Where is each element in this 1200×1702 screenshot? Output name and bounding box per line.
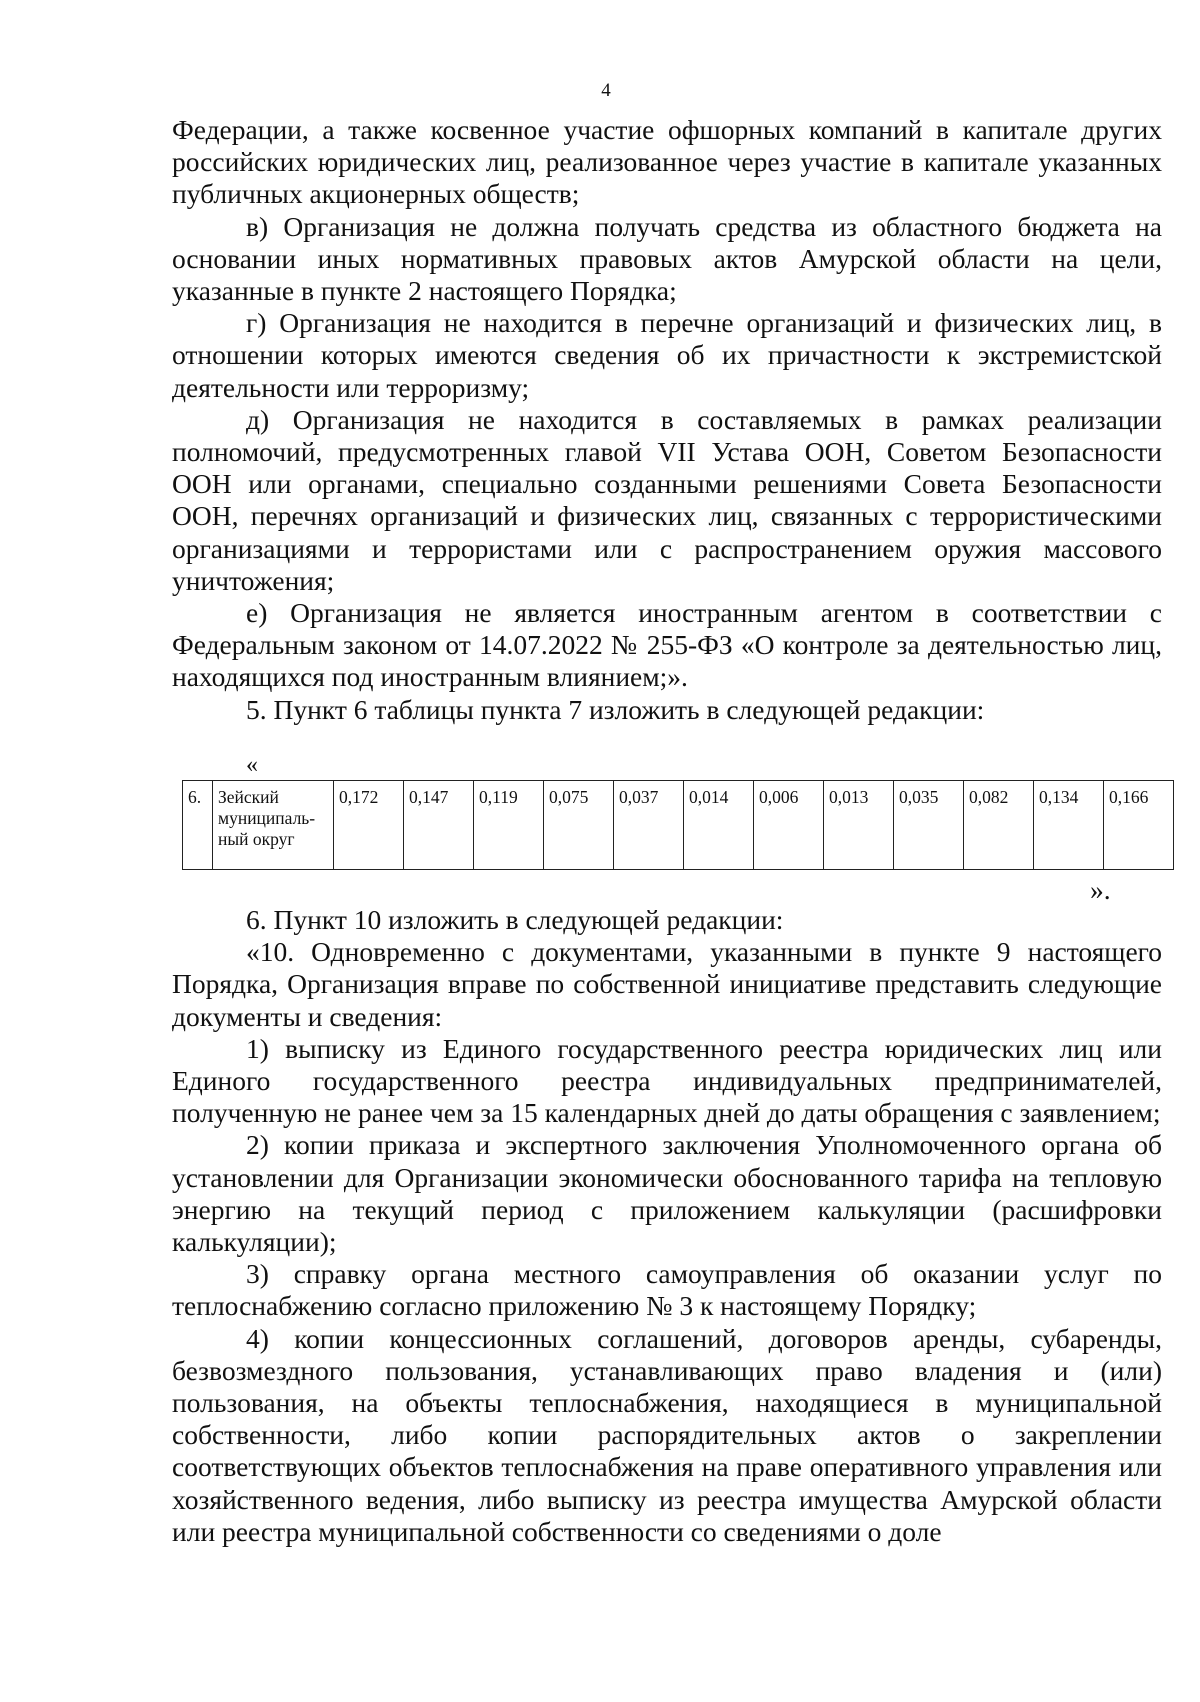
coefficient-cell: 0,119	[474, 781, 544, 870]
paragraph: «10. Одновременно с документами, указанными в пункте 9 настоящего Порядка, Организация вправе по собственной инициативе представить следующие документы и сведения:	[172, 936, 1162, 1032]
paragraph: 5. Пункт 6 таблицы пункта 7 изложить в следующей редакции:	[246, 693, 985, 725]
page-number: 4	[601, 80, 611, 101]
coefficient-cell: 0,037	[614, 781, 684, 870]
quote-close: ».	[1090, 874, 1111, 905]
paragraph: 1) выписку из Единого государственного реестра юридических лиц или Единого государственного реестра индивидуальных предпринимателей, полученную не ранее чем за 15 календарных дней до даты обращения с заявлением;	[172, 1032, 1162, 1129]
coefficient-cell: 0,013	[824, 781, 894, 870]
paragraph: Федерации, а также косвенное участие офшорных компаний в капитале других российских юридических лиц, реализованное через участие в капитале указанных публичных акционерных обществ;	[172, 114, 1162, 210]
paragraph: в) Организация не должна получать средства из областного бюджета на основании иных нормативных правовых актов Амурской области на цели, указанные в пункте 2 настоящего Порядка;	[172, 210, 1162, 307]
municipality-name-cell	[213, 781, 334, 870]
name-line: ный округ	[218, 829, 295, 849]
coefficient-table	[182, 780, 1174, 870]
paragraph: 3) справку органа местного самоуправления об оказании услуг по теплоснабжению согласно приложению № 3 к настоящему Порядку;	[172, 1258, 1162, 1322]
paragraph: 2) копии приказа и экспертного заключения Уполномоченного органа об установлении для Организации экономически обоснованного тарифа на тепловую энергию на текущий период с приложением калькуляции (расшифровки калькуляции);	[172, 1129, 1162, 1258]
paragraph: 6. Пункт 10 изложить в следующей редакции:	[246, 904, 784, 935]
coefficient-cell: 0,147	[404, 781, 474, 870]
coefficient-cell: 0,035	[894, 781, 964, 870]
coefficient-cell: 0,006	[754, 781, 824, 870]
name-line: Зейский	[218, 787, 279, 807]
coefficient-cell: 0,075	[544, 781, 614, 870]
paragraph: д) Организация не находится в составляемых в рамках реализации полномочий, предусмотренных главой VII Устава ООН, Советом Безопасности ООН или органами, специально созданными решениями Совета Безопасности ООН, перечнях организаций и физических лиц, связанных с террористическими организациями и террористами или с распространением оружия массового уничтожения;	[172, 403, 1162, 596]
text-block-top	[172, 114, 1162, 726]
paragraph: г) Организация не находится в перечне организаций и физических лиц, в отношении которых имеются сведения об их причастности к экстремистской деятельности или терроризму;	[172, 307, 1162, 403]
table-row	[183, 781, 1174, 870]
paragraph: 4) копии концессионных соглашений, договоров аренды, субаренды, безвозмездного пользования, устанавливающих право владения и (или) пользования, на объекты теплоснабжения, находящиеся в муниципальной собственности, либо копии распорядительных актов о закреплении соответствующих объектов теплоснабжения на праве оперативного управления или хозяйственного ведения, либо выписку из реестра имущества Амурской области или реестра муниципальной собственности со сведениями о доле	[172, 1322, 1162, 1547]
coefficient-cell: 0,014	[684, 781, 754, 870]
paragraph: е) Организация не является иностранным агентом в соответствии с Федеральным законом от 14.07.2022 № 255-ФЗ «О контроле за деятельностью лиц, находящихся под иностранным влиянием;».	[172, 597, 1162, 693]
quote-open: «	[246, 752, 258, 778]
coefficient-cell: 0,082	[964, 781, 1034, 870]
text-block-bottom	[172, 904, 1162, 1548]
coefficient-cell: 0,172	[334, 781, 404, 870]
row-number-cell: 6.	[183, 781, 213, 870]
coefficient-cell: 0,134	[1034, 781, 1104, 870]
coefficient-cell: 0,166	[1104, 781, 1174, 870]
name-line: муниципаль-	[218, 808, 316, 828]
